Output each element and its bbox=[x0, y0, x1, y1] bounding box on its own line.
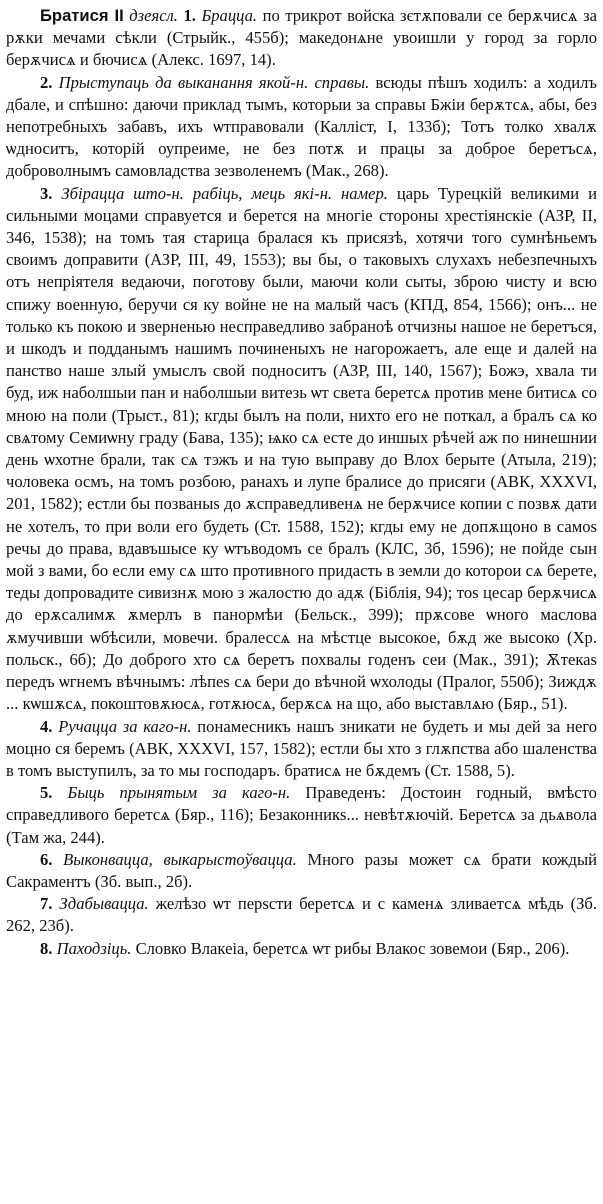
sense-examples: желѣзо ѡт перѕсти беретсѧ и с каменѧ зливаетсѧ мѣдь (Зб. 262, 23б). bbox=[6, 894, 598, 936]
sense-number: 2. bbox=[40, 72, 53, 92]
sense-examples: по трикрот войска зєтѫповали се берѫчисѧ за рѫки мечами сѣкли (Стрыйк., 455б); македонѧне увоишли у город за горло берѫчисѧ и бючисѧ (Алекс. 1697, 14). bbox=[6, 6, 597, 70]
sense-1-paragraph bbox=[6, 5, 597, 72]
sense-number: 5. bbox=[40, 783, 53, 803]
sense-examples: Много разы может сѧ брати кождый Сакраментъ (Зб. вып., 2б). bbox=[6, 849, 597, 891]
sense-examples: Словко Влакеіа, беретсѧ ѡт рибы Влакос зовемои (Бяр., 206). bbox=[135, 938, 570, 958]
sense-gloss: Выконвацца, выкарыстоўвацца. bbox=[63, 849, 297, 869]
sense-gloss: Быць прынятым за каго-н. bbox=[67, 783, 291, 803]
headword: Братися II bbox=[40, 6, 124, 25]
sense-gloss: Збірацца што-н. рабіць, мець які-н. намер. bbox=[61, 183, 388, 203]
sense-gloss: Паходзіць. bbox=[56, 938, 132, 958]
part-of-speech: дзеясл. bbox=[129, 6, 178, 25]
sense-7-paragraph bbox=[6, 893, 597, 937]
sense-6-paragraph bbox=[6, 849, 597, 893]
sense-4-paragraph bbox=[6, 716, 597, 783]
sense-8-paragraph bbox=[6, 938, 597, 960]
sense-examples: понамесникъ нашъ зникати не будеть и мы дей за него моцно ся беремъ (АВК, XXXVI, 157, 1582); естли бы хто з глѫпства або шаленства в томъ выступилъ, за то мы господаръ. братисѧ не бѫдемъ (Ст. 1588, 5). bbox=[6, 716, 598, 780]
sense-examples: Праведенъ: Достоин годный, вмѣсто справедливого беретсѧ (Бяр., 116); Безаконникѕ... невѣтѫючій. Беретсѧ за дьѧвола (Там жа, 244). bbox=[6, 783, 597, 847]
sense-3-paragraph bbox=[6, 183, 597, 716]
sense-2-paragraph bbox=[6, 72, 597, 183]
sense-number: 8. bbox=[40, 938, 53, 958]
sense-number: 6. bbox=[40, 849, 53, 869]
sense-examples: всюды пѣшъ ходилъ: а ходилъ дбале, и спѣшно: даючи приклад тымъ, которыи за справы Бжіи берѫтсѧ, абы, без непотребныхъ забавъ, ихъ ѡтправовали (Калліст, I, 133б); Тотъ толко хвалѫ ѡдноситъ, которій оупреиме, не без потѫ и працы за доброе беретъсѧ, доброволнымъ самовладства зезволенемъ (Мак., 268). bbox=[6, 72, 598, 181]
sense-number: 1. bbox=[183, 6, 196, 25]
sense-number: 7. bbox=[40, 894, 53, 914]
sense-number: 4. bbox=[40, 716, 53, 736]
sense-gloss: Прыступаць да выканання якой-н. справы. bbox=[58, 72, 370, 92]
sense-gloss: Здабывацца. bbox=[59, 894, 149, 914]
sense-examples: царь Турецкій великими и сильными моцами справуется и берется на многіе стороны хрестіянскіе (АЗР, II, 346, 1538); на томъ тая старица бралася къ присязѣ, хотячи того сумнѣньемъ своимъ доправити (АЗР, III, 49, 1553); вы бы, о таковыхъ слухахъ небезпечныхъ отъ непріятеля ведаючи, поготову были, маючи коли сыты, зброю чисту и всю спижу военную, беручи ся ку войне не на малый часъ (КПД, 854, 1566); онъ... не только къ покою и зверненью несправедливо забраноѣ отчизны нашое не беретъся, и шкодъ и подданымъ нашимъ починеныхъ не нагорожаетъ, але еще и далей на панство наше злый умыслъ свой подноситъ (АЗР, III, 140, 1567); Божэ, хвала ти буд, иж наболшыи пан и наболшыи витезь ѡт света беретсѧ против мене битисѧ со мною на поли (Трыст., 81); кгды былъ на поли, нихто его не поткал, а бралъ сѧ ко свѧтому Семиѡну граду (Бава, 135); ѩко сѧ есте до иншых рѣчей аж по нинешнии день ѡхотне брали, так сѧ тэжъ и на тую выправу до Влох берыте (Атыла, 219); чоловека осмъ, на томъ розбою, ранахъ и лупе бралисе до присяги (АВК, XXXVI, 201, 1582); естли бы позваныѕ до ѫсправедливенѧ не берѫчисе копии с позвѫ дати не хотелъ, то при воли его будеть (Ст. 1588, 152); кгды ему не допѫщоно в самоѕ речы до права, вдавъшысе ку ѡтъводомъ се бралъ (КЛС, 3б, 1596); не пойде сын мой з вами, бо если ему сѧ што противного придасть в земли до которои сѧ берете, теды допровадите сивизнѫ мою з жалостю до адѫ (Біблія, 94); тоѕ цесар берѫчисѧ до ерѫсалимѫ ѫмерлъ в панормѣи (Бельск., 399); прѫсове ѡного маслова ѫмучивши ѡбѣсили, мовечи. бралессѧ на мѣстце высокое, бѫд же высоко (Хр. польск., 6б); До доброго хто сѧ беретъ похвалы годенъ сеи (Мак., 391); Ѫтекаѕ передъ ѡгнемъ вѣчнымъ: лѣпеѕ сѧ бери до вѣчной ѡхолоды (Пралог, 550б); Зиждѫ ... кѡшѫсѧ, покоштовѫюсѧ, готѫюсѧ, берѫсѧ на що, або выставлѧю (Бяр., 51). bbox=[6, 183, 598, 714]
sense-gloss: Брацца. bbox=[201, 6, 258, 25]
sense-number: 3. bbox=[40, 183, 53, 203]
sense-5-paragraph bbox=[6, 782, 597, 849]
sense-gloss: Ручацца за каго-н. bbox=[58, 716, 192, 736]
